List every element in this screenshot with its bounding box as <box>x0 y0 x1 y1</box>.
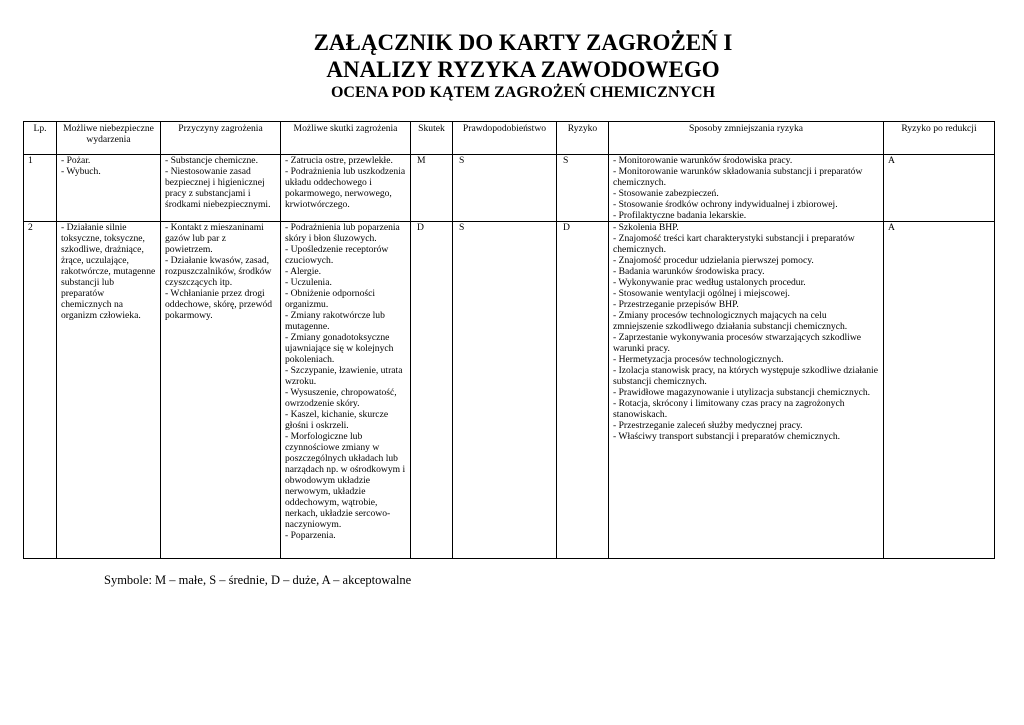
cell-line: - Kontakt z mieszaninami gazów lub par z powietrzem. <box>165 222 264 255</box>
cell-events <box>57 222 161 559</box>
cell-line: - Obniżenie odporności organizmu. <box>285 288 376 310</box>
cell-line: - Rotacja, skrócony i limitowany czas pracy na zagrożonych stanowiskach. <box>613 398 845 420</box>
document-title-line-2: ANALIZY RYZYKA ZAWODOWEGO <box>326 57 720 82</box>
header-risk: Ryzyko <box>557 122 609 155</box>
cell-line: - Monitorowanie warunków składowania substancji i preparatów chemicznych. <box>613 166 863 188</box>
symbols-legend: Symbole: M – małe, S – średnie, D – duże, A – akceptowalne <box>104 573 412 587</box>
cell-measures <box>609 155 884 222</box>
cell-line: - Działanie kwasów, zasad, rozpuszczalników, środków czyszczących itp. <box>165 255 272 288</box>
cell-causes <box>161 222 281 559</box>
cell-line: - Uczulenia. <box>285 277 332 288</box>
cell-risk: D <box>557 222 609 559</box>
table-row <box>24 222 995 559</box>
cell-probability: S <box>453 222 557 559</box>
header-causes: Przyczyny zagrożenia <box>161 122 281 155</box>
cell-effects <box>281 222 411 559</box>
cell-line: - Pożar. <box>61 155 91 166</box>
risk-assessment-table <box>23 121 995 559</box>
table-header-row <box>24 122 995 155</box>
cell-line: - Szkolenia BHP. <box>613 222 679 233</box>
cell-line: - Substancje chemiczne. <box>165 155 258 166</box>
cell-line: - Hermetyzacja procesów technologicznych. <box>613 354 784 365</box>
cell-risk-after-reduction: A <box>884 222 995 559</box>
cell-line: - Szczypanie, łzawienie, utrata wzroku. <box>285 365 403 387</box>
cell-line: - Podrażnienia lub uszkodzenia układu oddechowego i pokarmowego, nerwowego, krwiotwórczego. <box>285 166 406 210</box>
cell-line: - Zatrucia ostre, przewlekłe. <box>285 155 393 166</box>
cell-skutek: M <box>411 155 453 222</box>
header-effects: Możliwe skutki zagrożenia <box>281 122 411 155</box>
cell-line: - Wchłanianie przez drogi oddechowe, skórę, przewód pokarmowy. <box>165 288 273 321</box>
cell-line: - Profilaktyczne badania lekarskie. <box>613 210 747 221</box>
cell-line: - Przestrzeganie przepisów BHP. <box>613 299 739 310</box>
cell-lp: 2 <box>24 222 57 559</box>
header-measures: Sposoby zmniejszania ryzyka <box>609 122 884 155</box>
cell-risk: S <box>557 155 609 222</box>
cell-line: - Poparzenia. <box>285 530 336 541</box>
cell-line: - Wybuch. <box>61 166 101 177</box>
header-probability: Prawdopodobieństwo <box>453 122 557 155</box>
cell-probability: S <box>453 155 557 222</box>
cell-line: - Alergie. <box>285 266 322 277</box>
cell-line: - Znajomość treści kart charakterystyki substancji i preparatów chemicznych. <box>613 233 855 255</box>
cell-measures <box>609 222 884 559</box>
cell-line: - Prawidłowe magazynowanie i utylizacja substancji chemicznych. <box>613 387 871 398</box>
cell-risk-after-reduction: A <box>884 155 995 222</box>
cell-causes <box>161 155 281 222</box>
document-subtitle: OCENA POD KĄTEM ZAGROŻEŃ CHEMICZNYCH <box>330 84 716 101</box>
cell-line: - Stosowanie wentylacji ogólnej i miejscowej. <box>613 288 790 299</box>
cell-line: - Zmiany procesów technologicznych mających na celu zmniejszenie szkodliwego działania substancji chemicznych. <box>613 310 848 332</box>
header-risk-after-reduction: Ryzyko po redukcji <box>884 122 995 155</box>
cell-line: - Morfologiczne lub czynnościowe zmiany w poszczególnych układach lub narządach np. w ośrodkowym i obwodowym układzie nerwowym, układzie oddechowym, wątrobie, nerkach, układzie sercowo-naczyniowym. <box>285 431 406 530</box>
cell-line: - Zaprzestanie wykonywania procesów stwarzających szkodliwe warunki pracy. <box>613 332 862 354</box>
header-lp: Lp. <box>24 122 57 155</box>
cell-line: - Zmiany gonadotoksyczne ujawniające się w kolejnych pokoleniach. <box>285 332 394 365</box>
cell-lp: 1 <box>24 155 57 222</box>
header-skutek: Skutek <box>411 122 453 155</box>
cell-effects <box>281 155 411 222</box>
document-title-line-1: ZAŁĄCZNIK DO KARTY ZAGROŻEŃ I <box>313 30 733 55</box>
cell-line: - Właściwy transport substancji i preparatów chemicznych. <box>613 431 841 442</box>
cell-line: - Wykonywanie prac według ustalonych procedur. <box>613 277 806 288</box>
cell-line: - Stosowanie środków ochrony indywidualnej i zbiorowej. <box>613 199 838 210</box>
cell-line: - Badania warunków środowiska pracy. <box>613 266 765 277</box>
table-row <box>24 155 995 222</box>
cell-line: - Przestrzeganie zaleceń służby medycznej pracy. <box>613 420 803 431</box>
cell-line: - Zmiany rakotwórcze lub mutagenne. <box>285 310 385 332</box>
cell-line: - Kaszel, kichanie, skurcze głośni i oskrzeli. <box>285 409 389 431</box>
header-events: Możliwe niebezpieczne wydarzenia <box>57 122 161 155</box>
cell-line: - Znajomość procedur udzielania pierwszej pomocy. <box>613 255 814 266</box>
cell-line: - Podrażnienia lub poparzenia skóry i błon śluzowych. <box>285 222 400 244</box>
cell-line: - Monitorowanie warunków środowiska pracy. <box>613 155 793 166</box>
cell-line: - Wysuszenie, chropowatość, owrzodzenie skóry. <box>285 387 397 409</box>
cell-line: - Izolacja stanowisk pracy, na których występuje szkodliwe działanie substancji chemicznych. <box>613 365 878 387</box>
cell-line: - Upośledzenie receptorów czuciowych. <box>285 244 389 266</box>
cell-line: - Stosowanie zabezpieczeń. <box>613 188 719 199</box>
cell-events <box>57 155 161 222</box>
cell-line: - Działanie silnie toksyczne, toksyczne, szkodliwe, drażniące, żrące, uczulające, rakotwórcze, mutagenne substancji lub preparatów chemicznych na organizm człowieka. <box>61 222 156 321</box>
cell-skutek: D <box>411 222 453 559</box>
cell-line: - Niestosowanie zasad bezpiecznej i higienicznej pracy z substancjami i środkami niebezpiecznymi. <box>165 166 271 210</box>
